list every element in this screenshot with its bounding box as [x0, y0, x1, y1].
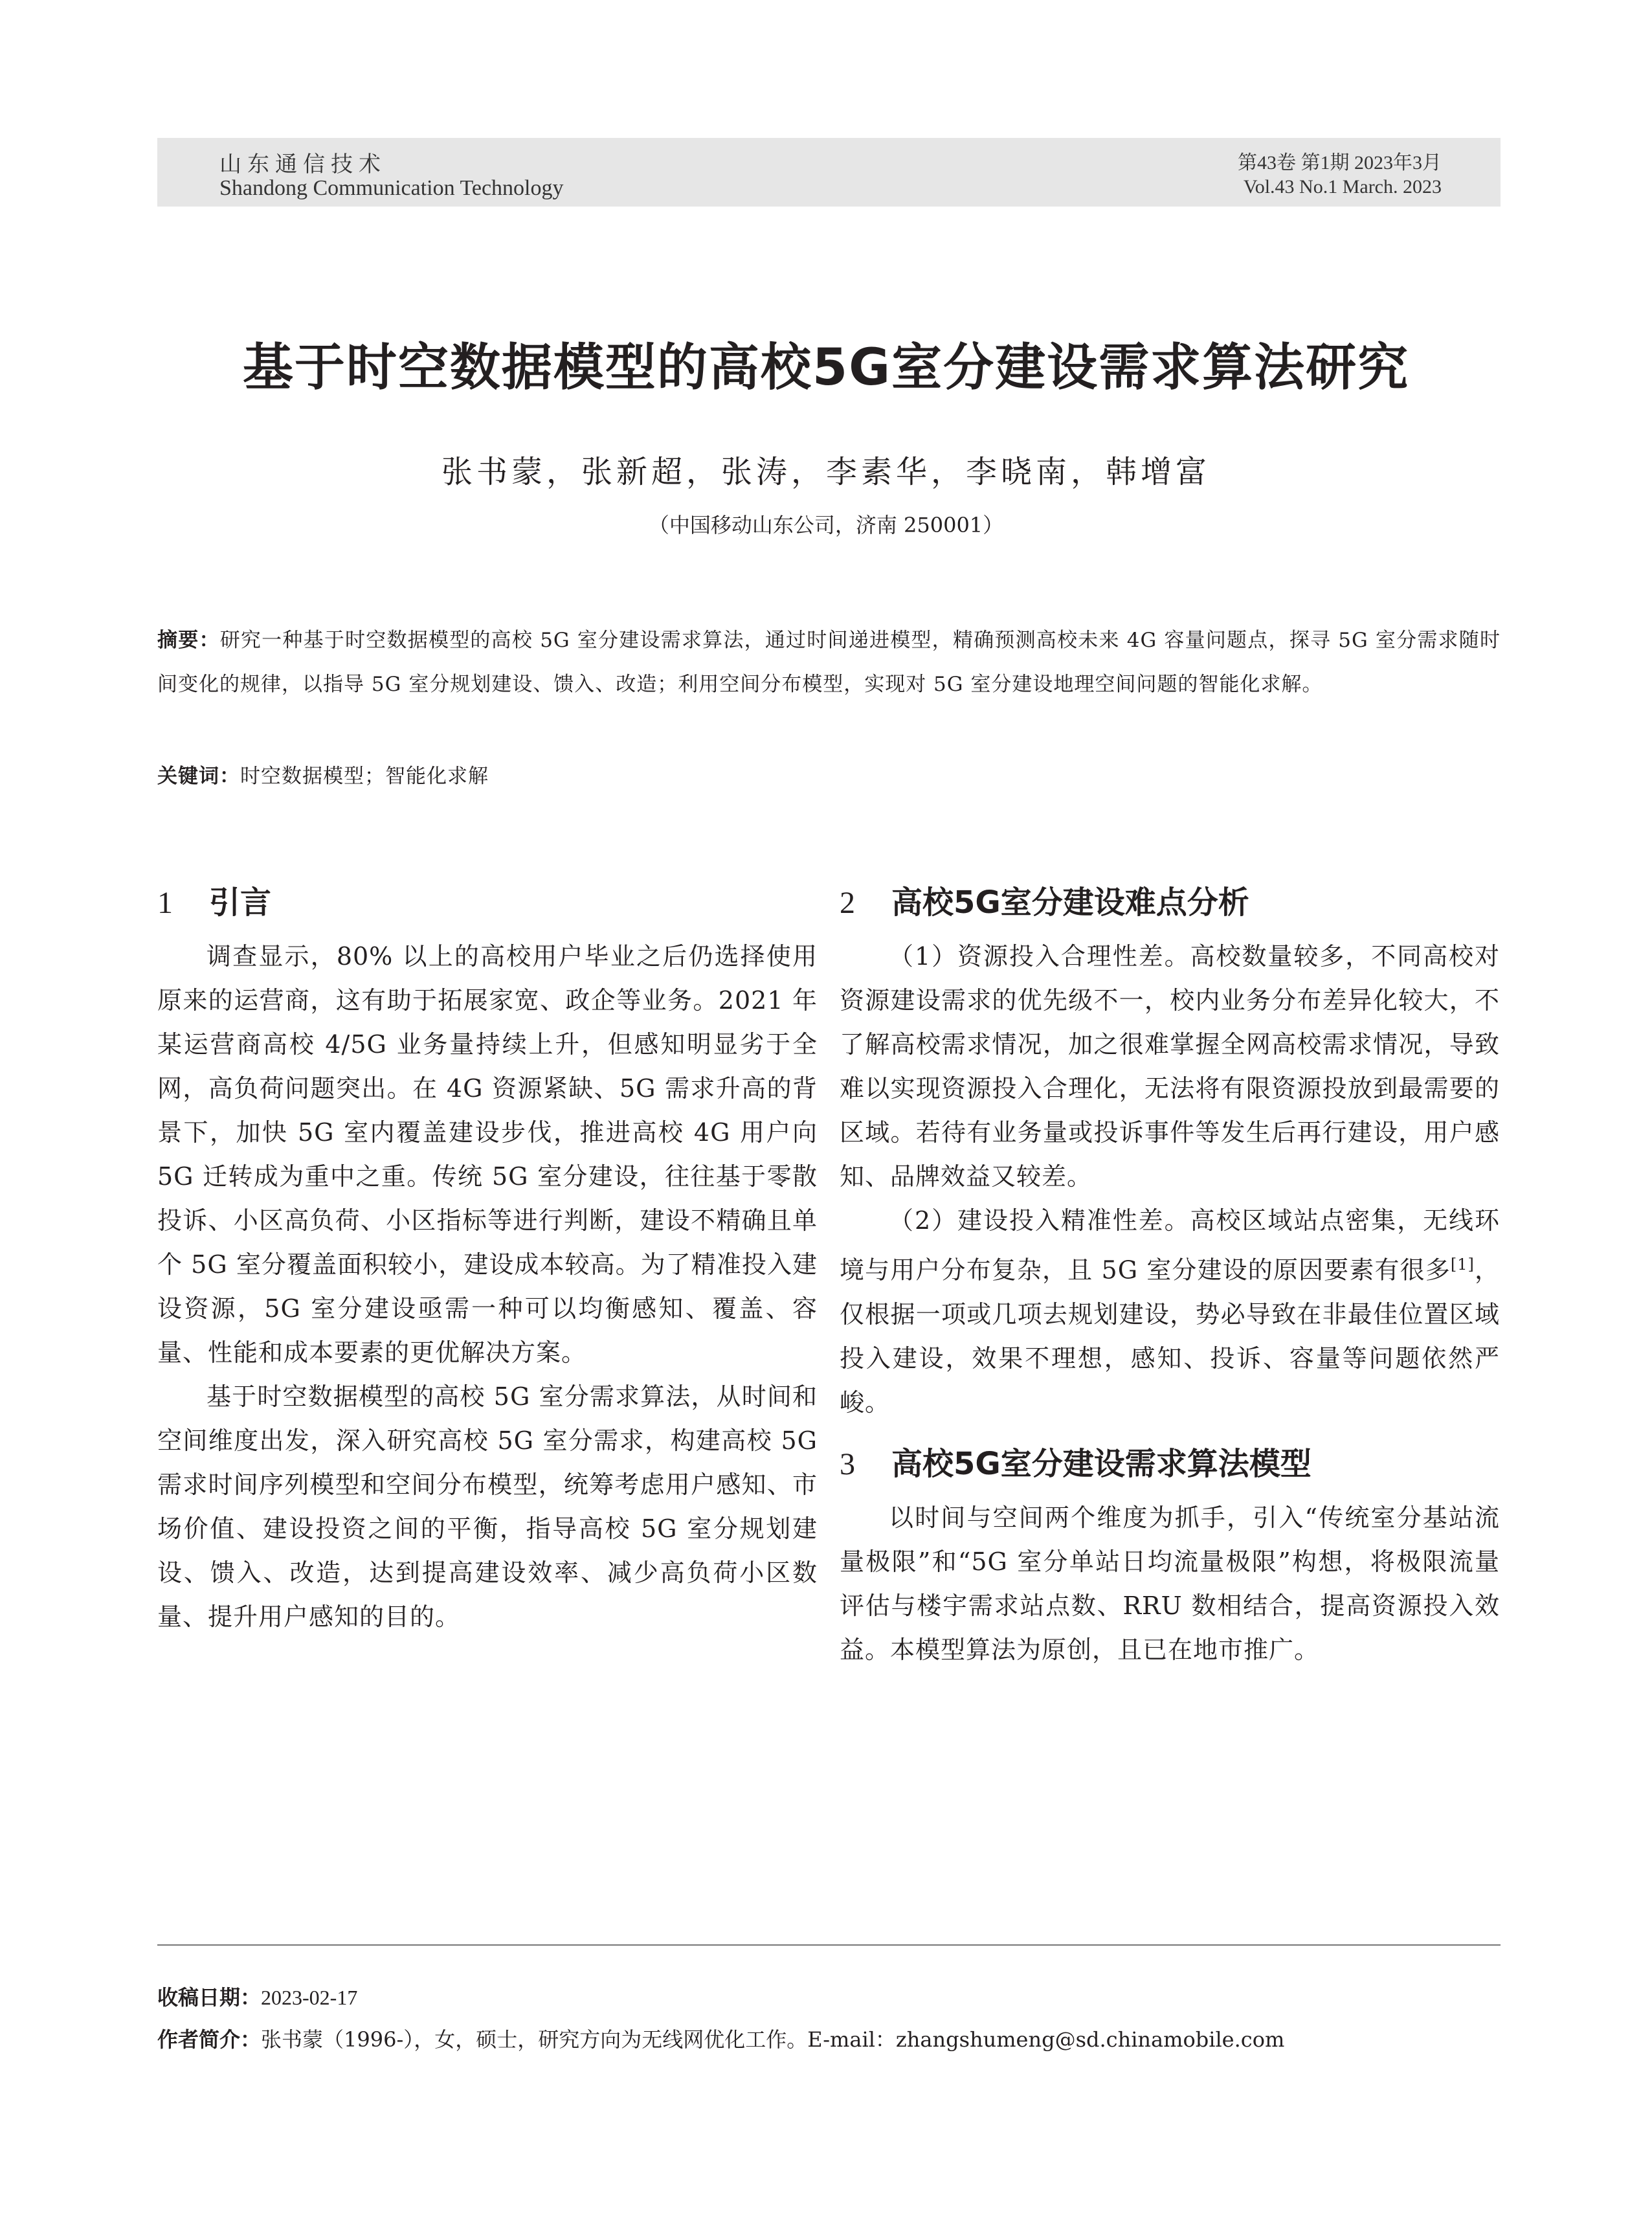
received-date: [157, 1981, 1501, 2011]
issue-info-en: Vol.43 No.1 March. 2023: [1243, 176, 1442, 197]
section-heading-3: [840, 1439, 1500, 1489]
section-title: 高校5G室分建设需求算法模型: [891, 1445, 1312, 1482]
received-label: 收稿日期：: [157, 1985, 262, 2010]
journal-name-en: Shandong Communication Technology: [219, 176, 564, 200]
keywords-text: 时空数据模型；智能化求解: [240, 765, 489, 788]
keywords: [157, 754, 1501, 798]
received-value: 2023-02-17: [261, 1986, 358, 2009]
paragraph: 调查显示，80% 以上的高校用户毕业之后仍选择使用原来的运营商，这有助于拓展家宽、政企等业务。2021 年某运营商高校 4/5G 业务量持续上升，但感知明显劣于全网，高负荷问题突出。在 4G 资源紧缺、5G 需求升高的背景下，加快 5G 室内覆盖建设步伐，推进高校 4G 用户向 5G 迁转成为重中之重。传统 5G 室分建设，往往基于零散投诉、小区高负荷、小区指标等进行判断，建设不精确且单个 5G 室分覆盖面积较小，建设成本较高。为了精准投入建设资源，5G 室分建设亟需一种可以均衡感知、覆盖、容量、性能和成本要素的更优解决方案。: [157, 942, 818, 1367]
left-column: [157, 877, 818, 1639]
paragraph-text: ，仅根据一项或几项去规划建设，势必导致在非最佳位置区域投入建设，效果不理想，感知、投诉、容量等问题依然严峻。: [840, 1255, 1500, 1417]
section-number: 3: [840, 1446, 855, 1481]
bio-label: 作者简介：: [157, 2027, 262, 2052]
journal-name-cn: 山东通信技术: [219, 152, 386, 177]
abstract: [157, 618, 1501, 706]
paragraph: 以时间与空间两个维度为抓手，引入“传统室分基站流量极限”和“5G 室分单站日均流量极限”构想，将极限流量评估与楼宇需求站点数、RRU 数相结合，提高资源投入效益。本模型算法为原创，且已在地市推广。: [840, 1503, 1500, 1664]
section-heading-2: [840, 877, 1500, 928]
section-title: 高校5G室分建设难点分析: [891, 884, 1249, 921]
abstract-label: 摘要：: [157, 629, 220, 652]
affiliation: （中国移动山东公司，济南 250001）: [648, 513, 1004, 537]
author-list: 张书蒙，张新超，张涛，李素华，李晓南，韩增富: [441, 454, 1211, 490]
paper-title: 基于时空数据模型的高校5G室分建设需求算法研究: [242, 339, 1410, 397]
footnote-divider: [157, 1944, 1501, 1946]
section-title: 引言: [209, 884, 272, 921]
keywords-label: 关键词：: [157, 765, 240, 788]
author-bio: [157, 2023, 1501, 2053]
section-heading-1: [157, 877, 818, 928]
bio-value: 张书蒙（1996-），女，硕士，研究方向为无线网优化工作。E-mail：zhangshumeng@sd.chinamobile.com: [261, 2027, 1285, 2052]
paragraph-text: （2）建设投入精准性差。高校区域站点密集，无线环境与用户分布复杂，且 5G 室分建设的原因要素有很多: [840, 1206, 1500, 1285]
paragraph: [840, 1198, 1500, 1424]
right-column: [840, 877, 1500, 1672]
section-number: 1: [157, 886, 173, 920]
issue-info-cn: 第43卷 第1期 2023年3月: [1238, 152, 1442, 174]
abstract-text: 研究一种基于时空数据模型的高校 5G 室分建设需求算法，通过时间递进模型，精确预测高校未来 4G 容量问题点，探寻 5G 室分需求随时间变化的规律，以指导 5G 室分规划建设、馈入、改造；利用空间分布模型，实现对 5G 室分建设地理空间问题的智能化求解。: [157, 629, 1501, 696]
paragraph: （1）资源投入合理性差。高校数量较多，不同高校对资源建设需求的优先级不一，校内业务分布差异化较大，不了解高校需求情况，加之很难掌握全网高校需求情况，导致难以实现资源投入合理化，无法将有限资源投放到最需要的区域。若待有业务量或投诉事件等发生后再行建设，用户感知、品牌效益又较差。: [840, 942, 1500, 1191]
section-number: 2: [840, 886, 855, 920]
paragraph: 基于时空数据模型的高校 5G 室分需求算法，从时间和空间维度出发，深入研究高校 5G 室分需求，构建高校 5G 需求时间序列模型和空间分布模型，统筹考虑用户感知、市场价值、建设投资之间的平衡，指导高校 5G 室分规划建设、馈入、改造，达到提高建设效率、减少高负荷小区数量、提升用户感知的目的。: [157, 1382, 818, 1631]
citation-ref[interactable]: [1]: [1450, 1255, 1475, 1274]
